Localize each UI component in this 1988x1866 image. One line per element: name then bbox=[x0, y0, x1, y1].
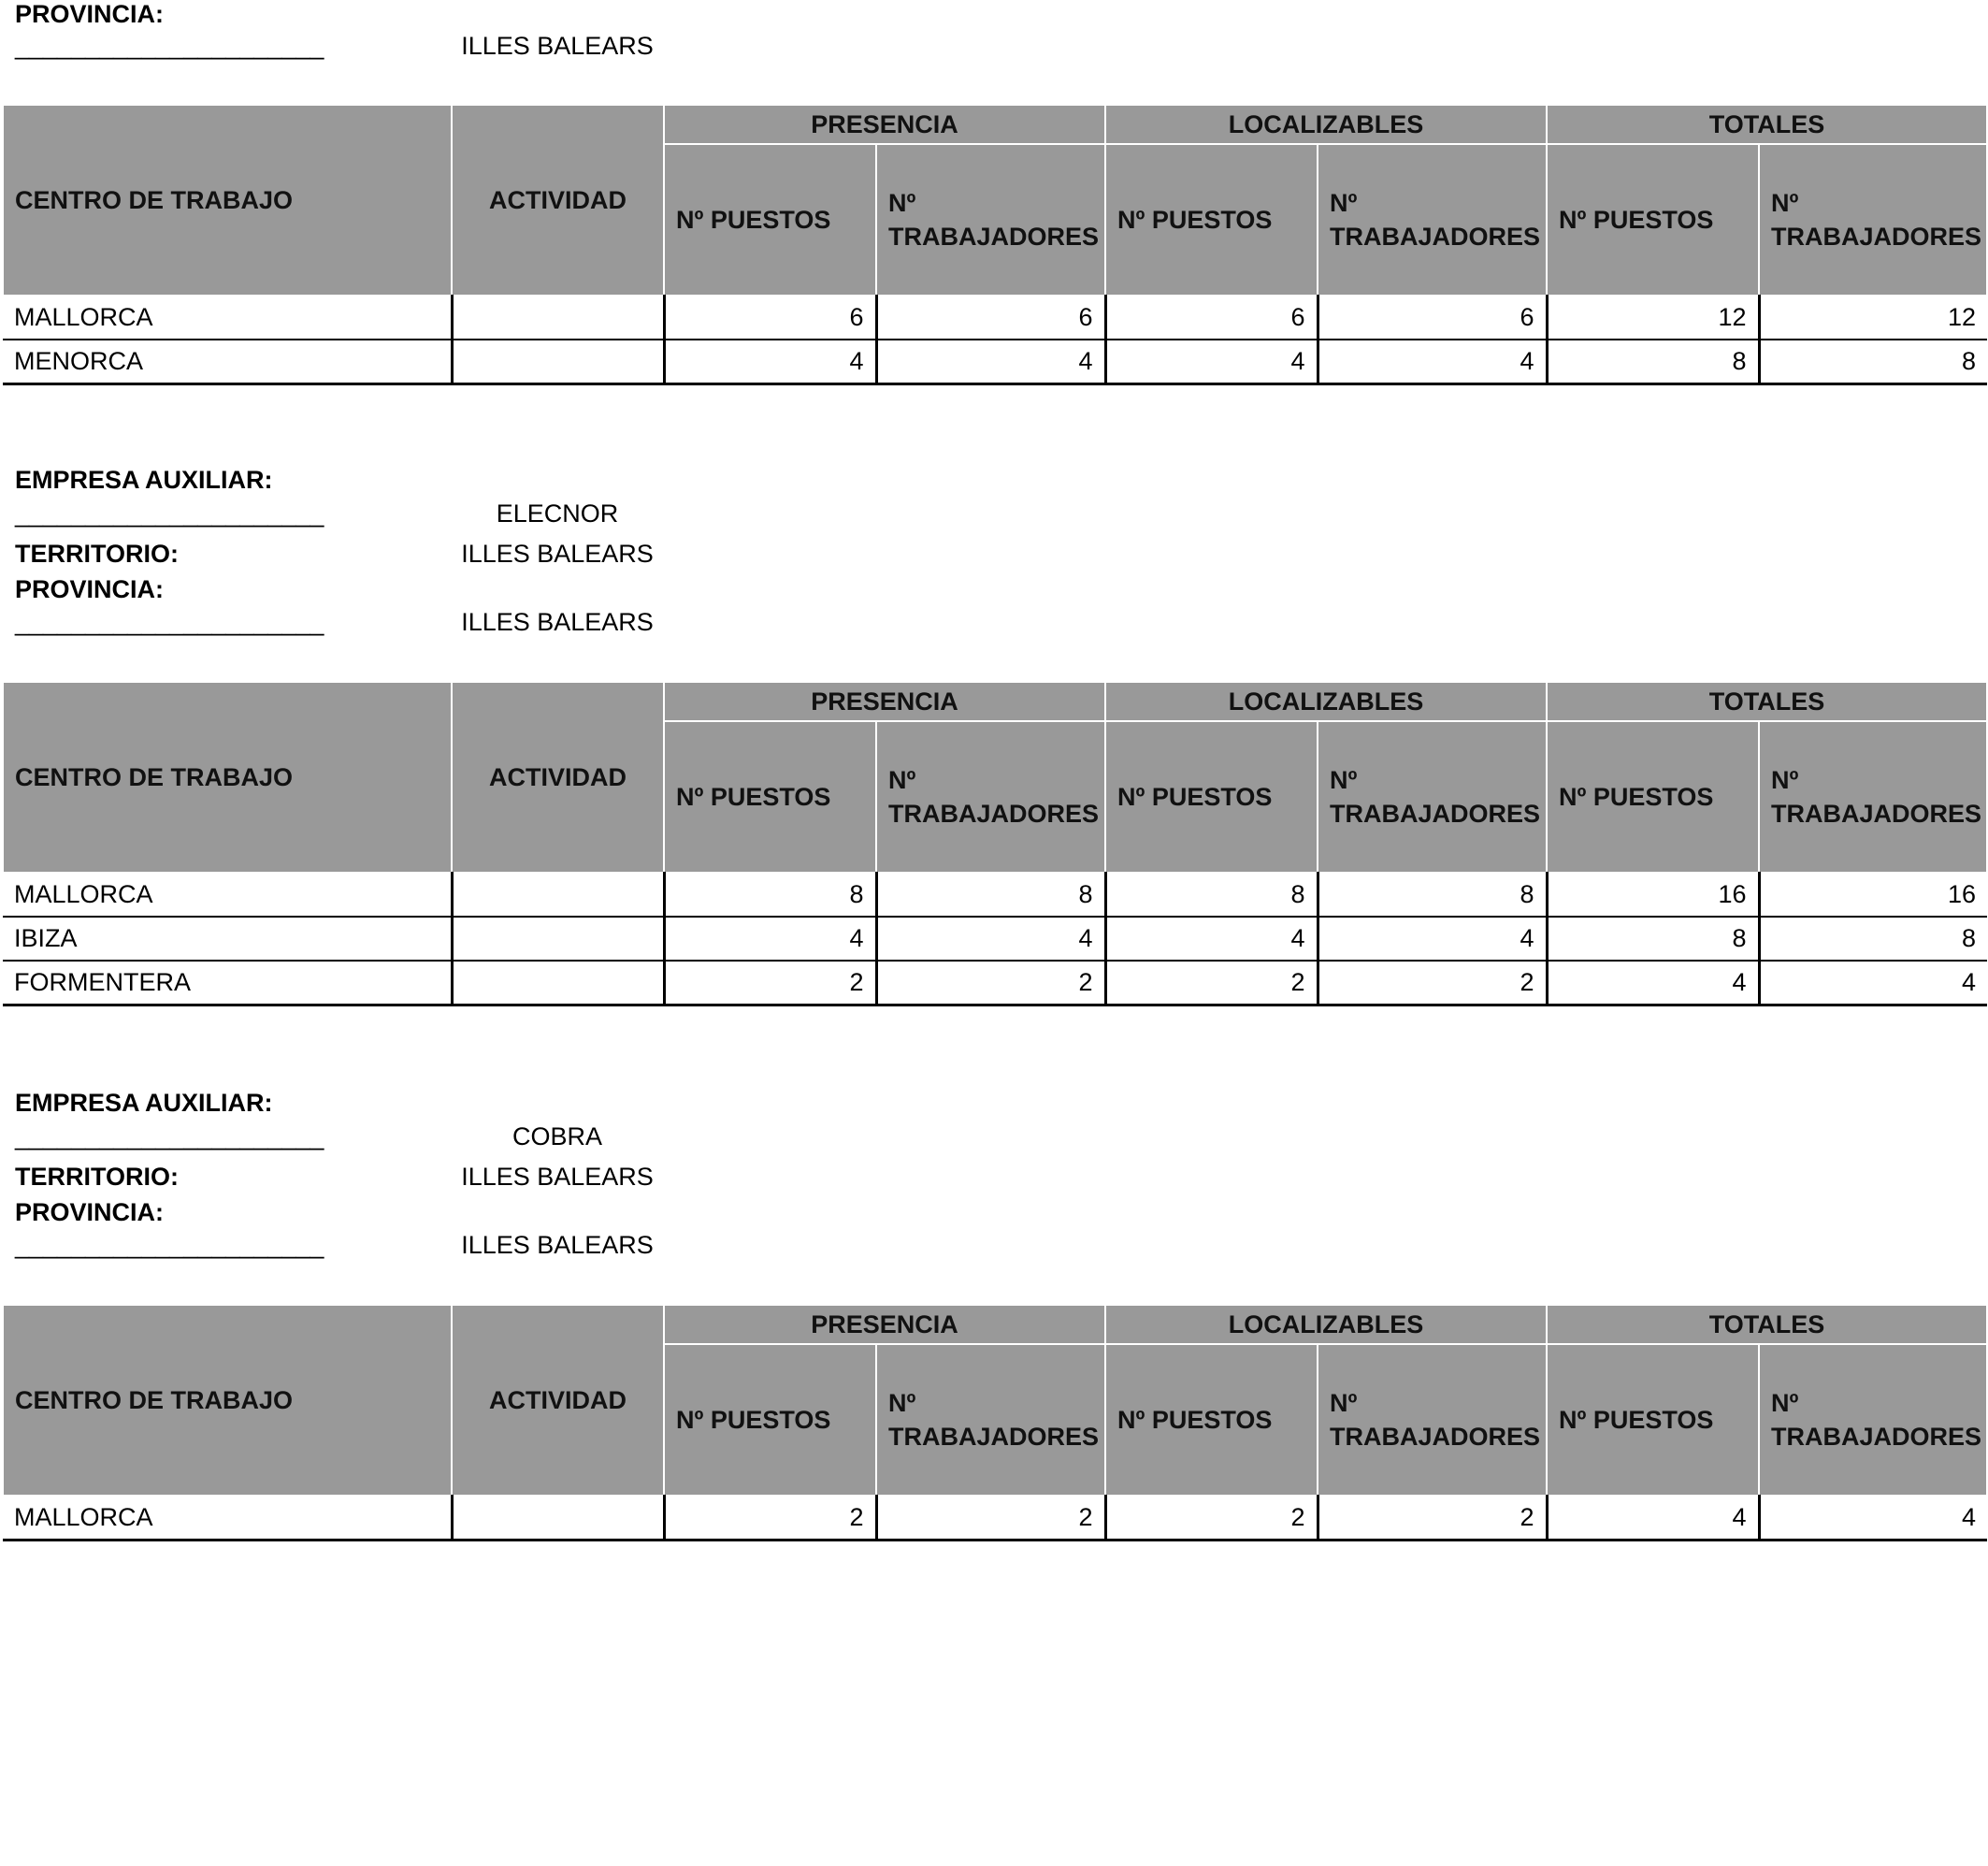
cell-presencia-puestos: 4 bbox=[664, 917, 876, 961]
staffing-table-1 bbox=[2, 104, 1988, 385]
cell-totales-puestos: 4 bbox=[1547, 961, 1759, 1005]
header-presencia-trabajadores: Nº TRABAJADORES bbox=[876, 721, 1105, 873]
empresa-underline: ______________________ bbox=[15, 1122, 324, 1150]
header-totales-trabajadores: Nº TRABAJADORES bbox=[1759, 144, 1987, 296]
empresa-value: ELECNOR bbox=[496, 499, 619, 528]
provincia-underline: ______________________ bbox=[15, 608, 324, 636]
provincia-value: ILLES BALEARS bbox=[461, 608, 654, 636]
header-totales-trabajadores: Nº TRABAJADORES bbox=[1759, 1344, 1987, 1496]
header-localizables: LOCALIZABLES bbox=[1105, 105, 1547, 144]
header-presencia-trabajadores: Nº TRABAJADORES bbox=[876, 1344, 1105, 1496]
header-localizables: LOCALIZABLES bbox=[1105, 1305, 1547, 1344]
cell-actividad bbox=[452, 1496, 664, 1541]
cell-actividad bbox=[452, 340, 664, 384]
header-localizables-trabajadores: Nº TRABAJADORES bbox=[1318, 144, 1547, 296]
cell-localizables-trabajadores: 6 bbox=[1318, 296, 1547, 340]
cell-actividad bbox=[452, 917, 664, 961]
territorio-label: TERRITORIO: bbox=[15, 1163, 179, 1191]
cell-presencia-puestos: 6 bbox=[664, 296, 876, 340]
cell-centro: FORMENTERA bbox=[3, 961, 452, 1005]
header-localizables: LOCALIZABLES bbox=[1105, 682, 1547, 721]
cell-totales-puestos: 4 bbox=[1547, 1496, 1759, 1541]
cell-localizables-puestos: 8 bbox=[1105, 873, 1318, 917]
cell-centro: MALLORCA bbox=[3, 873, 452, 917]
header-actividad: ACTIVIDAD bbox=[452, 1305, 664, 1496]
cell-actividad bbox=[452, 296, 664, 340]
cell-presencia-trabajadores: 6 bbox=[876, 296, 1105, 340]
header-presencia-puestos: Nº PUESTOS bbox=[664, 721, 876, 873]
cell-presencia-trabajadores: 8 bbox=[876, 873, 1105, 917]
cell-totales-trabajadores: 4 bbox=[1759, 961, 1987, 1005]
header-totales: TOTALES bbox=[1547, 1305, 1987, 1344]
header-actividad: ACTIVIDAD bbox=[452, 682, 664, 873]
header-centro-de-trabajo: CENTRO DE TRABAJO bbox=[3, 682, 452, 873]
table-row bbox=[3, 1496, 1987, 1541]
header-localizables-puestos: Nº PUESTOS bbox=[1105, 721, 1318, 873]
cell-presencia-trabajadores: 2 bbox=[876, 961, 1105, 1005]
cell-totales-puestos: 16 bbox=[1547, 873, 1759, 917]
header-presencia: PRESENCIA bbox=[664, 682, 1105, 721]
cell-localizables-trabajadores: 2 bbox=[1318, 961, 1547, 1005]
header-presencia-trabajadores: Nº TRABAJADORES bbox=[876, 144, 1105, 296]
header-totales-puestos: Nº PUESTOS bbox=[1547, 144, 1759, 296]
cell-localizables-trabajadores: 2 bbox=[1318, 1496, 1547, 1541]
table-row bbox=[3, 340, 1987, 384]
cell-centro: MALLORCA bbox=[3, 296, 452, 340]
cell-actividad bbox=[452, 873, 664, 917]
header-presencia-puestos: Nº PUESTOS bbox=[664, 144, 876, 296]
cell-totales-trabajadores: 8 bbox=[1759, 917, 1987, 961]
header-totales-puestos: Nº PUESTOS bbox=[1547, 721, 1759, 873]
cell-centro: IBIZA bbox=[3, 917, 452, 961]
cell-presencia-puestos: 4 bbox=[664, 340, 876, 384]
territorio-value: ILLES BALEARS bbox=[461, 540, 654, 568]
header-centro-de-trabajo: CENTRO DE TRABAJO bbox=[3, 105, 452, 296]
cell-presencia-puestos: 2 bbox=[664, 1496, 876, 1541]
header-centro-de-trabajo: CENTRO DE TRABAJO bbox=[3, 1305, 452, 1496]
provincia-underline: ______________________ bbox=[15, 32, 324, 60]
table-row bbox=[3, 873, 1987, 917]
header-totales-trabajadores: Nº TRABAJADORES bbox=[1759, 721, 1987, 873]
cell-presencia-trabajadores: 4 bbox=[876, 917, 1105, 961]
header-presencia: PRESENCIA bbox=[664, 105, 1105, 144]
territorio-value: ILLES BALEARS bbox=[461, 1163, 654, 1191]
cell-localizables-puestos: 2 bbox=[1105, 961, 1318, 1005]
cell-totales-trabajadores: 16 bbox=[1759, 873, 1987, 917]
table-row bbox=[3, 917, 1987, 961]
staffing-table-2 bbox=[2, 681, 1988, 1006]
empresa-auxiliar-label: EMPRESA AUXILIAR: bbox=[15, 466, 273, 494]
header-presencia: PRESENCIA bbox=[664, 1305, 1105, 1344]
header-localizables-trabajadores: Nº TRABAJADORES bbox=[1318, 1344, 1547, 1496]
header-localizables-trabajadores: Nº TRABAJADORES bbox=[1318, 721, 1547, 873]
territorio-label: TERRITORIO: bbox=[15, 540, 179, 568]
cell-localizables-trabajadores: 4 bbox=[1318, 340, 1547, 384]
staffing-table-3 bbox=[2, 1304, 1988, 1541]
provincia-value: ILLES BALEARS bbox=[461, 1231, 654, 1259]
empresa-value: COBRA bbox=[511, 1122, 603, 1150]
header-actividad: ACTIVIDAD bbox=[452, 105, 664, 296]
empresa-underline: ______________________ bbox=[15, 499, 324, 528]
cell-totales-trabajadores: 4 bbox=[1759, 1496, 1987, 1541]
table-row bbox=[3, 296, 1987, 340]
cell-totales-trabajadores: 8 bbox=[1759, 340, 1987, 384]
provincia-underline: ______________________ bbox=[15, 1231, 324, 1259]
provincia-label: PROVINCIA: bbox=[15, 575, 165, 603]
cell-localizables-trabajadores: 4 bbox=[1318, 917, 1547, 961]
cell-totales-trabajadores: 12 bbox=[1759, 296, 1987, 340]
cell-totales-puestos: 8 bbox=[1547, 340, 1759, 384]
header-localizables-puestos: Nº PUESTOS bbox=[1105, 1344, 1318, 1496]
header-totales: TOTALES bbox=[1547, 682, 1987, 721]
empresa-auxiliar-label: EMPRESA AUXILIAR: bbox=[15, 1089, 273, 1117]
header-totales-puestos: Nº PUESTOS bbox=[1547, 1344, 1759, 1496]
cell-centro: MALLORCA bbox=[3, 1496, 452, 1541]
cell-localizables-puestos: 2 bbox=[1105, 1496, 1318, 1541]
cell-localizables-puestos: 6 bbox=[1105, 296, 1318, 340]
cell-presencia-puestos: 2 bbox=[664, 961, 876, 1005]
cell-centro: MENORCA bbox=[3, 340, 452, 384]
header-totales: TOTALES bbox=[1547, 105, 1987, 144]
cell-presencia-puestos: 8 bbox=[664, 873, 876, 917]
cell-localizables-puestos: 4 bbox=[1105, 340, 1318, 384]
provincia-value: ILLES BALEARS bbox=[461, 32, 654, 60]
provincia-label: PROVINCIA: bbox=[15, 1198, 165, 1226]
cell-presencia-trabajadores: 2 bbox=[876, 1496, 1105, 1541]
cell-totales-puestos: 12 bbox=[1547, 296, 1759, 340]
cell-actividad bbox=[452, 961, 664, 1005]
cell-localizables-puestos: 4 bbox=[1105, 917, 1318, 961]
header-presencia-puestos: Nº PUESTOS bbox=[664, 1344, 876, 1496]
header-localizables-puestos: Nº PUESTOS bbox=[1105, 144, 1318, 296]
cell-totales-puestos: 8 bbox=[1547, 917, 1759, 961]
provincia-label: PROVINCIA: bbox=[15, 0, 165, 28]
cell-presencia-trabajadores: 4 bbox=[876, 340, 1105, 384]
table-row bbox=[3, 961, 1987, 1005]
cell-localizables-trabajadores: 8 bbox=[1318, 873, 1547, 917]
